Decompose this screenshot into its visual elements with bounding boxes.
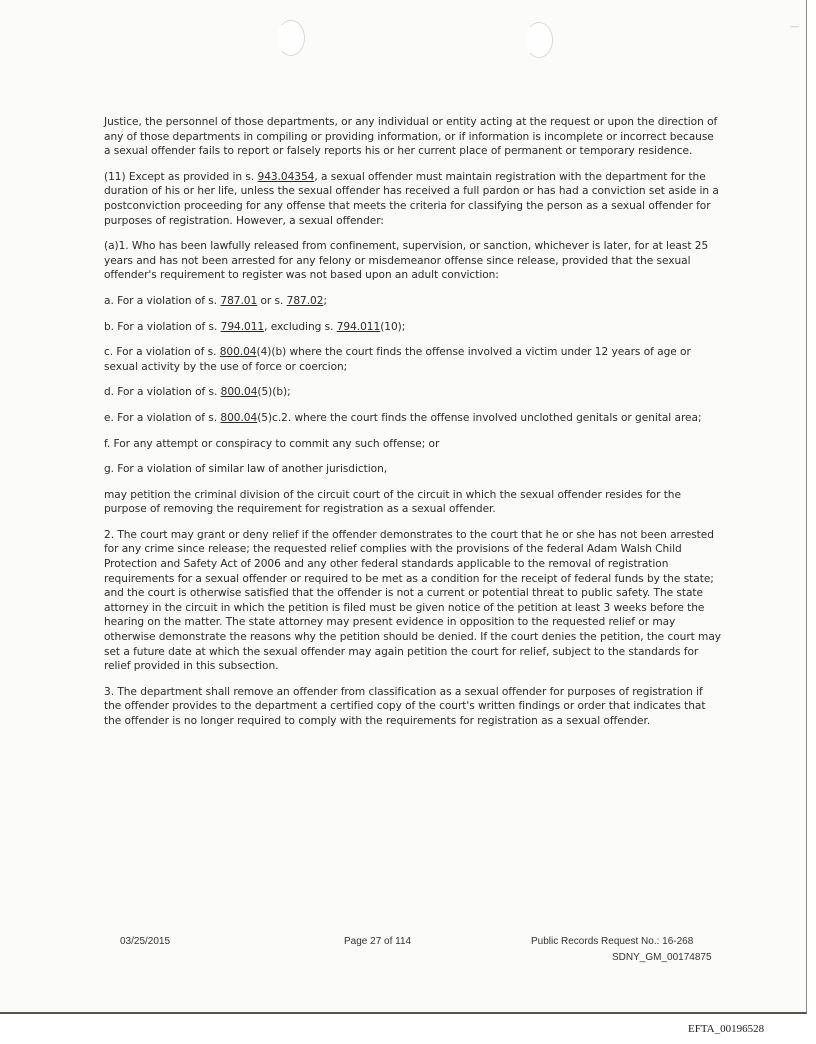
statute-reference: 794.011 — [336, 320, 381, 333]
paragraph-text: may petition the criminal division of the circuit court of the circuit in which the sexual offender resides for the purpose of removing the requirement for registration as a sexual offender. — [104, 488, 681, 516]
footer-date: 03/25/2015 — [120, 936, 171, 947]
paragraph-text: Justice, the personnel of those departments, or any individual or entity acting at the request or upon the direction of any of those departments in compiling or providing information, or if information is incomplete or incorrect because a sexual offender fails to report or falsely reports his or her current place of permanent or temporary residence. — [104, 116, 718, 158]
paragraph-p10 — [104, 462, 722, 477]
statute-reference: 787.01 — [220, 294, 258, 307]
statute-reference: 800.04 — [219, 346, 257, 359]
efta-stamp: EFTA_00196528 — [688, 1023, 765, 1035]
paragraph-text: (4)(b) where the court finds the offense involved a victim under 12 years of age or sexual activity by the use of force or coercion; — [104, 346, 691, 373]
paragraph-text: or s. — [257, 294, 287, 307]
paragraph-text: f. For any attempt or conspiracy to commit any such offense; or — [104, 437, 440, 450]
paragraph-text: g. For a violation of similar law of another jurisdiction, — [104, 463, 388, 476]
footer-page-number: Page 27 of 114 — [344, 936, 412, 947]
statute-reference: 800.04 — [220, 386, 258, 399]
footer-request-number: Public Records Request No.: 16-268 — [531, 936, 694, 947]
paragraph-text: d. For a violation of s. — [104, 386, 221, 399]
paragraph-text: c. For a violation of s. — [104, 346, 220, 359]
paragraph-text: a. For a violation of s. — [104, 294, 221, 307]
paragraph-p7 — [104, 385, 722, 400]
document-body — [104, 115, 722, 740]
paragraph-text: b. For a violation of s. — [104, 320, 221, 333]
paragraph-text: (a)1. Who has been lawfully released from confinement, supervision, or sanction, whichever is later, for at least 25 years and has not been arrested for any felony or misdemeanor offense since release, provided that the sexual offender's requirement to register was not based upon an adult conviction: — [104, 240, 709, 282]
paragraph-p5 — [104, 320, 722, 335]
paragraph-p1 — [104, 115, 722, 159]
paragraph-text: ; — [323, 294, 327, 307]
paragraph-p12 — [104, 528, 722, 674]
paragraph-text: , a sexual offender must maintain registration with the department for the duration of his or her life, unless the sexual offender has received a full pardon or has had a conviction set aside in a postconviction proceeding for any offense that meets the criteria for classifying the person as a sexual offender for purposes of registration. However, a sexual offender: — [104, 170, 719, 227]
punch-hole-right — [525, 22, 553, 58]
paragraph-p4 — [104, 294, 722, 309]
statute-reference: 794.011 — [220, 320, 265, 333]
paragraph-text: 3. The department shall remove an offender from classification as a sexual offender for purposes of registration if the offender provides to the department a certified copy of the court's written findings or order that indicates that the offender is no longer required to comply with the requirements for registration as a sexual offender. — [104, 685, 706, 727]
statute-reference: 943.04354 — [257, 170, 315, 183]
scan-edge-mark: — — [790, 22, 799, 32]
statute-reference: 800.04 — [220, 411, 258, 424]
footer-bates-number: SDNY_GM_00174875 — [612, 952, 712, 963]
paragraph-text: e. For a violation of s. — [104, 411, 221, 424]
statute-reference: 787.02 — [286, 294, 324, 307]
paragraph-p3 — [104, 239, 722, 283]
paragraph-text: (5)c.2. where the court finds the offense involved unclothed genitals or genital area; — [257, 411, 702, 424]
paragraph-text: (11) Except as provided in s. — [104, 170, 258, 183]
paragraph-p6 — [104, 345, 722, 374]
paragraph-p13 — [104, 685, 722, 729]
paragraph-text: , excluding s. — [264, 320, 337, 333]
paragraph-p9 — [104, 437, 722, 452]
paragraph-p8 — [104, 411, 722, 426]
punch-hole-left — [277, 20, 305, 56]
paragraph-p11 — [104, 488, 722, 517]
paragraph-text: 2. The court may grant or deny relief if the offender demonstrates to the court that he or she has not been arrested for any crime since release; the requested relief complies with the provisions of the federal Adam Walsh Child Protection and Safety Act of 2006 and any other federal standards applicable to the removal of registration requirements for a sexual offender or required to be met as a condition for the receipt of federal funds by the state; and the court is otherwise satisfied that the offender is not a current or potential threat to public safety. The state attorney in the circuit in which the petition is filed must be given notice of the petition at least 3 weeks before the hearing on the matter. The state attorney may present evidence in opposition to the requested relief or may otherwise demonstrate the reasons why the petition should be denied. If the court denies the petition, the court may set a future date at which the sexual offender may again petition the court for relief, subject to the standards for relief provided in this subsection. — [104, 528, 721, 673]
paragraph-p2 — [104, 170, 722, 228]
paragraph-text: (10); — [380, 320, 406, 333]
paragraph-text: (5)(b); — [257, 386, 291, 399]
